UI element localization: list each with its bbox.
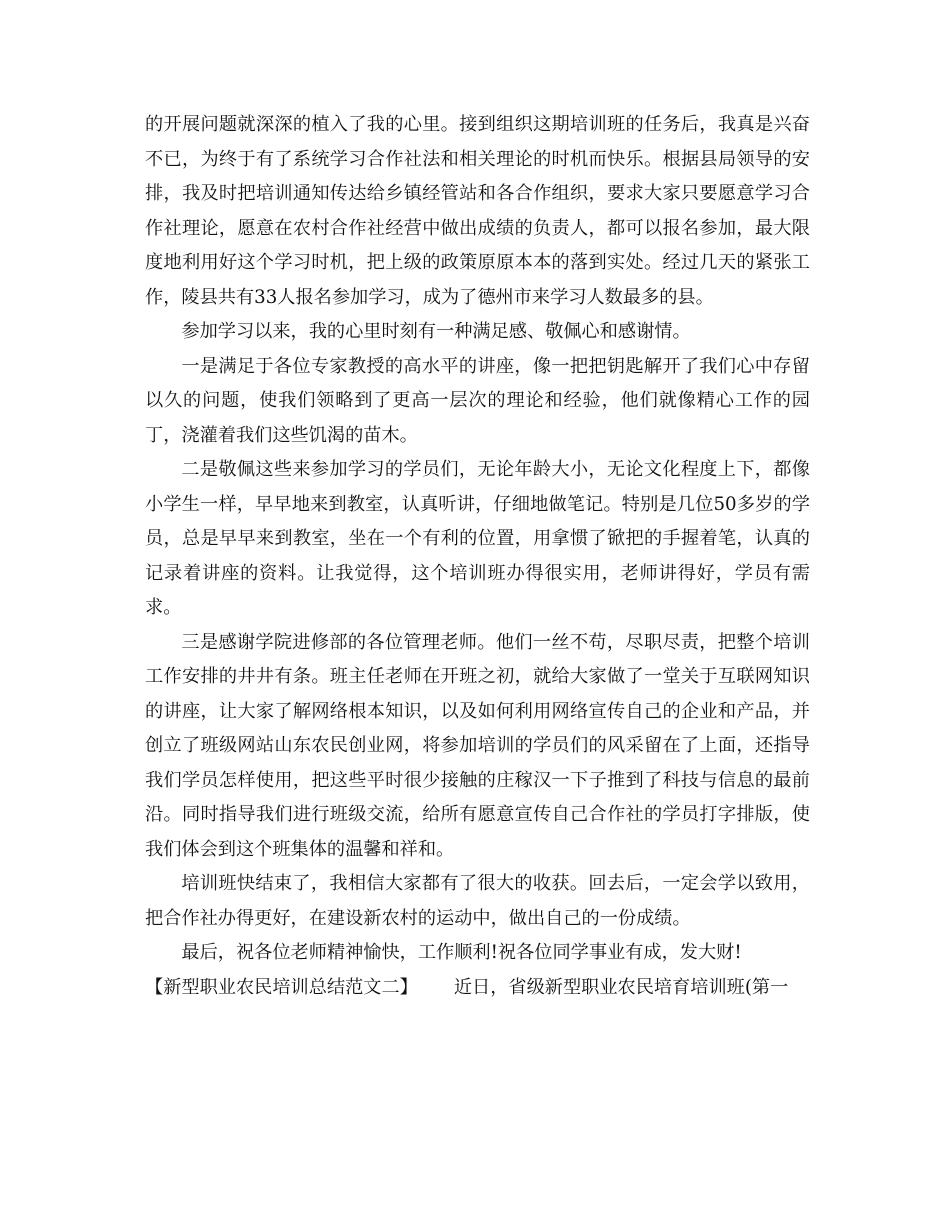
- section-start-text: 近日，省级新型职业农民培育培训班(第一: [453, 976, 789, 998]
- paragraph-5: 三是感谢学院进修部的各位管理老师。他们一丝不苟，尽职尽责，把整个培训工作安排的井井有条。班主任老师在开班之初，就给大家做了一堂关于互联网知识的讲座，让大家了解网络根本知识，以及如何利用网络宣传自己的企业和产品，并创立了班级网站山东农民创业网，将参加培训的学员们的风采留在了上面，还指导我们学员怎样使用，把这些平时很少接触的庄稼汉一下子推到了科技与信息的最前沿。同时指导我们进行班级交流，给所有愿意宣传自己合作社的学员打字排版，使我们体会到这个班集体的温馨和祥和。: [145, 631, 810, 860]
- paragraph-1: 的开展问题就深深的植入了我的心里。接到组织这期培训班的任务后，我真是兴奋不已，为终于有了系统学习合作社法和相关理论的时机而快乐。根据县局领导的安排，我及时把培训通知传达给乡镇经管站和各合作组织，要求大家只要愿意学习合作社理论，愿意在农村合作社经营中做出成绩的负责人，都可以报名参加，最大限度地利用好这个学习时机，把上级的政策原原本本的落到实处。经过几天的紧张工作，陵县共有33人报名参加学习，成为了德州市来学习人数最多的县。: [145, 114, 810, 308]
- paragraph-6: 培训班快结束了，我相信大家都有了很大的收获。回去后，一定会学以致用，把合作社办得更好，在建设新农村的运动中，做出自己的一份成绩。: [145, 873, 810, 929]
- section-line: [145, 971, 810, 1006]
- paragraph-3: 一是满足于各位专家教授的高水平的讲座，像一把把钥匙解开了我们心中存留以久的问题，使我们领略到了更高一层次的理论和经验，他们就像精心工作的园丁，浇灌着我们这些饥渴的苗木。: [145, 355, 810, 446]
- document-body: [145, 108, 810, 1005]
- paragraph-4: 二是敬佩这些来参加学习的学员们，无论年龄大小，无论文化程度上下，都像小学生一样，早早地来到教室，认真听讲，仔细地做笔记。特别是几位50多岁的学员，总是早早来到教室，坐在一个有利的位置，用拿惯了锨把的手握着笔，认真的记录着讲座的资料。让我觉得，这个培训班办得很实用，老师讲得好，学员有需求。: [145, 459, 810, 618]
- section-heading: 【新型职业农民培训总结范文二】: [145, 976, 418, 998]
- paragraph-2: 参加学习以来，我的心里时刻有一种满足感、敬佩心和感谢情。: [181, 321, 691, 342]
- paragraph-7: 最后，祝各位老师精神愉快，工作顺利!祝各位同学事业有成，发大财!: [181, 942, 742, 963]
